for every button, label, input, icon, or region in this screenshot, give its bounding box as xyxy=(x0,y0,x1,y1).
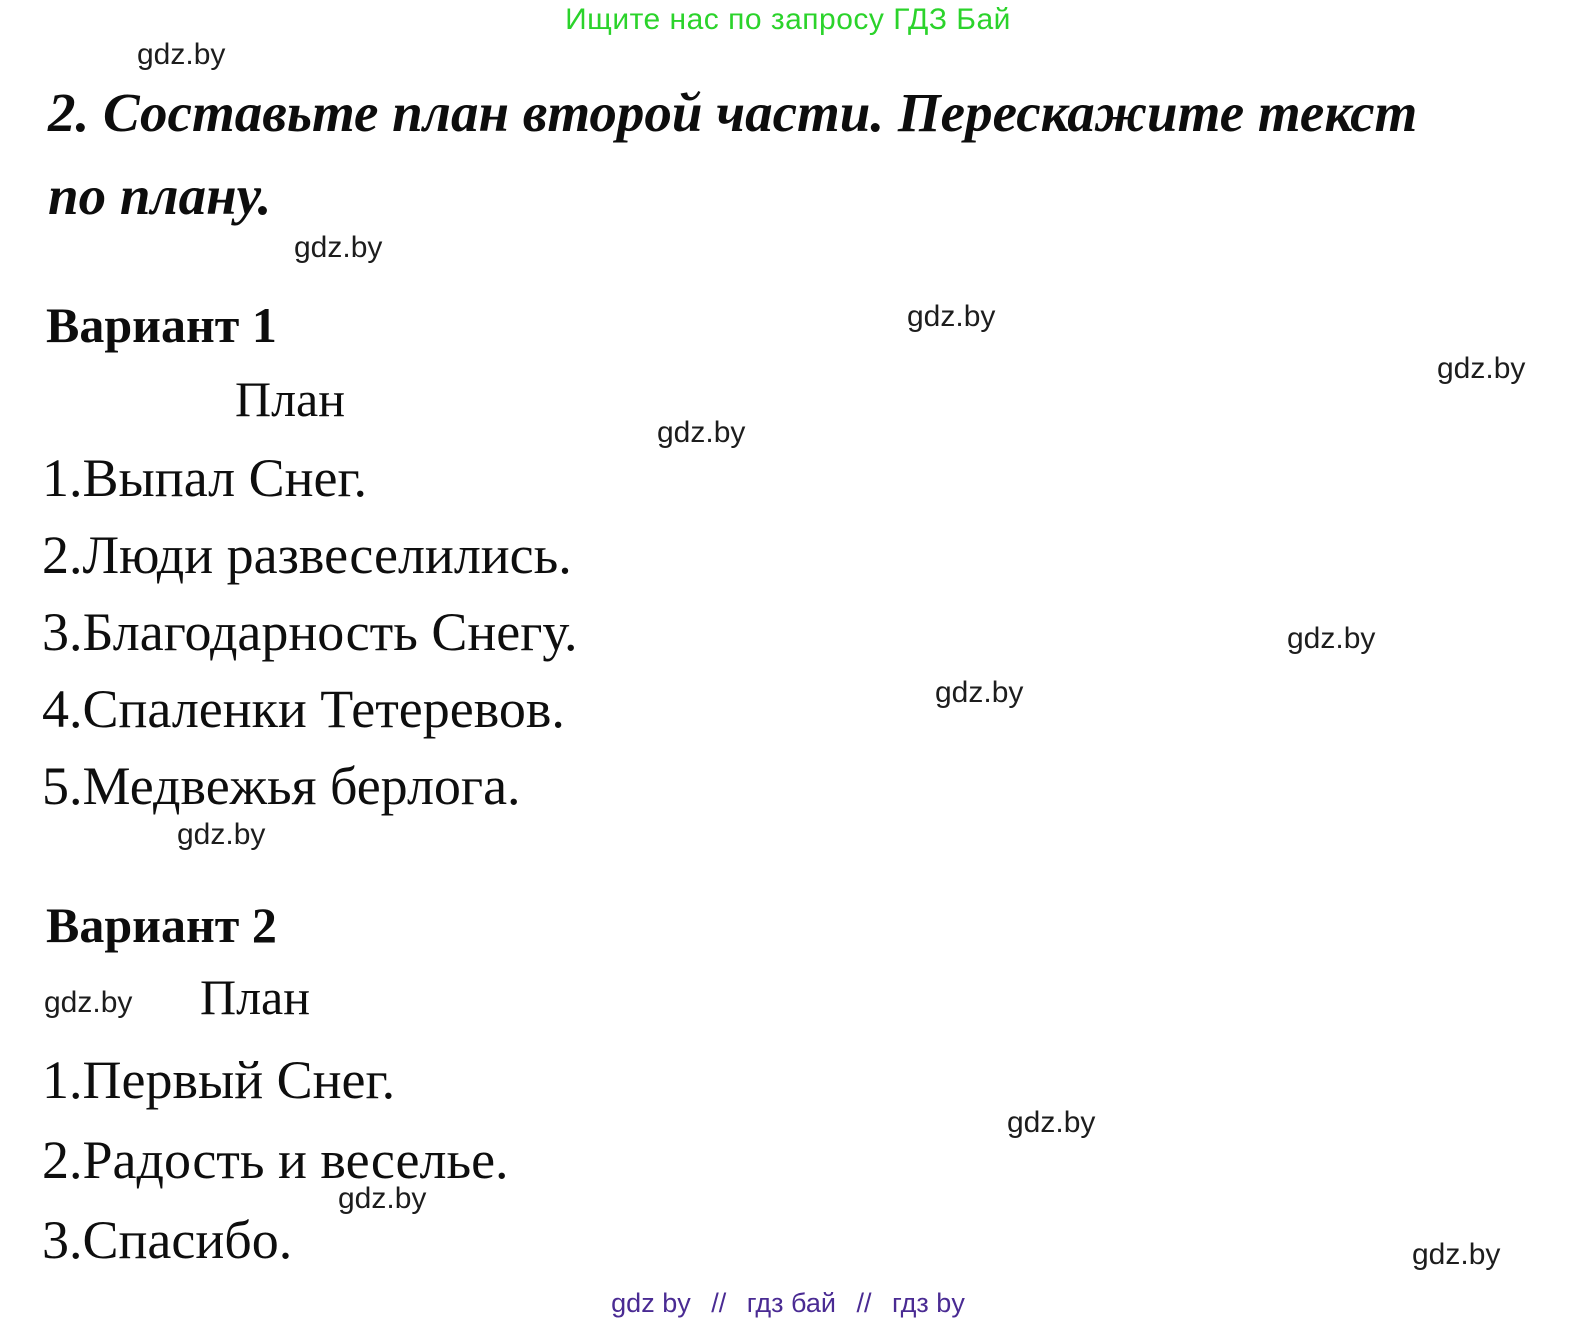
header-search-note: Ищите нас по запросу ГДЗ Бай xyxy=(565,3,1011,36)
footer-link: гдз бай xyxy=(746,1288,836,1318)
watermark-gdz-by: gdz.by xyxy=(137,38,226,71)
task-heading-line: 2. Составьте план второй части. Перескажите текст xyxy=(48,82,1418,143)
plan-item: 3.Благодарность Снегу. xyxy=(42,602,578,662)
plan-item: 3.Спасибо. xyxy=(42,1210,293,1270)
watermark-gdz-by: gdz.by xyxy=(935,676,1024,709)
footer-link: гдз by xyxy=(892,1288,965,1318)
footer-separator: // xyxy=(856,1288,872,1318)
watermark-gdz-by: gdz.by xyxy=(1287,622,1376,655)
footer-links xyxy=(0,1288,1576,1319)
plan-item: 2.Люди развеселились. xyxy=(42,525,572,585)
watermark-gdz-by: gdz.by xyxy=(177,818,266,851)
variant-2-title: Вариант 2 xyxy=(46,897,277,953)
plan-item: 5.Медвежья берлога. xyxy=(42,756,521,816)
plan-item: 1.Выпал Снег. xyxy=(42,448,368,508)
watermark-gdz-by: gdz.by xyxy=(907,300,996,333)
footer-separator: // xyxy=(711,1288,727,1318)
watermark-gdz-by: gdz.by xyxy=(294,231,383,264)
footer-link: gdz by xyxy=(611,1288,691,1318)
task-heading xyxy=(48,72,1548,237)
task-heading-line: по плану. xyxy=(48,164,272,226)
variant-1-plan-list xyxy=(42,440,577,825)
watermark-gdz-by: gdz.by xyxy=(44,986,133,1019)
watermark-gdz-by: gdz.by xyxy=(338,1182,427,1215)
watermark-gdz-by: gdz.by xyxy=(657,416,746,449)
watermark-gdz-by: gdz.by xyxy=(1437,352,1526,385)
watermark-gdz-by: gdz.by xyxy=(1007,1106,1096,1139)
watermark-gdz-by: gdz.by xyxy=(1412,1238,1501,1271)
plan-item: 4.Спаленки Тетеревов. xyxy=(42,679,565,739)
plan-item: 1.Первый Снег. xyxy=(42,1050,396,1110)
variant-2-plan-list xyxy=(42,1040,509,1280)
variant-2-plan-label: План xyxy=(200,969,311,1025)
variant-1-plan-label: План xyxy=(235,371,346,427)
plan-item: 2.Радость и веселье. xyxy=(42,1130,509,1190)
variant-1-title: Вариант 1 xyxy=(46,297,277,353)
